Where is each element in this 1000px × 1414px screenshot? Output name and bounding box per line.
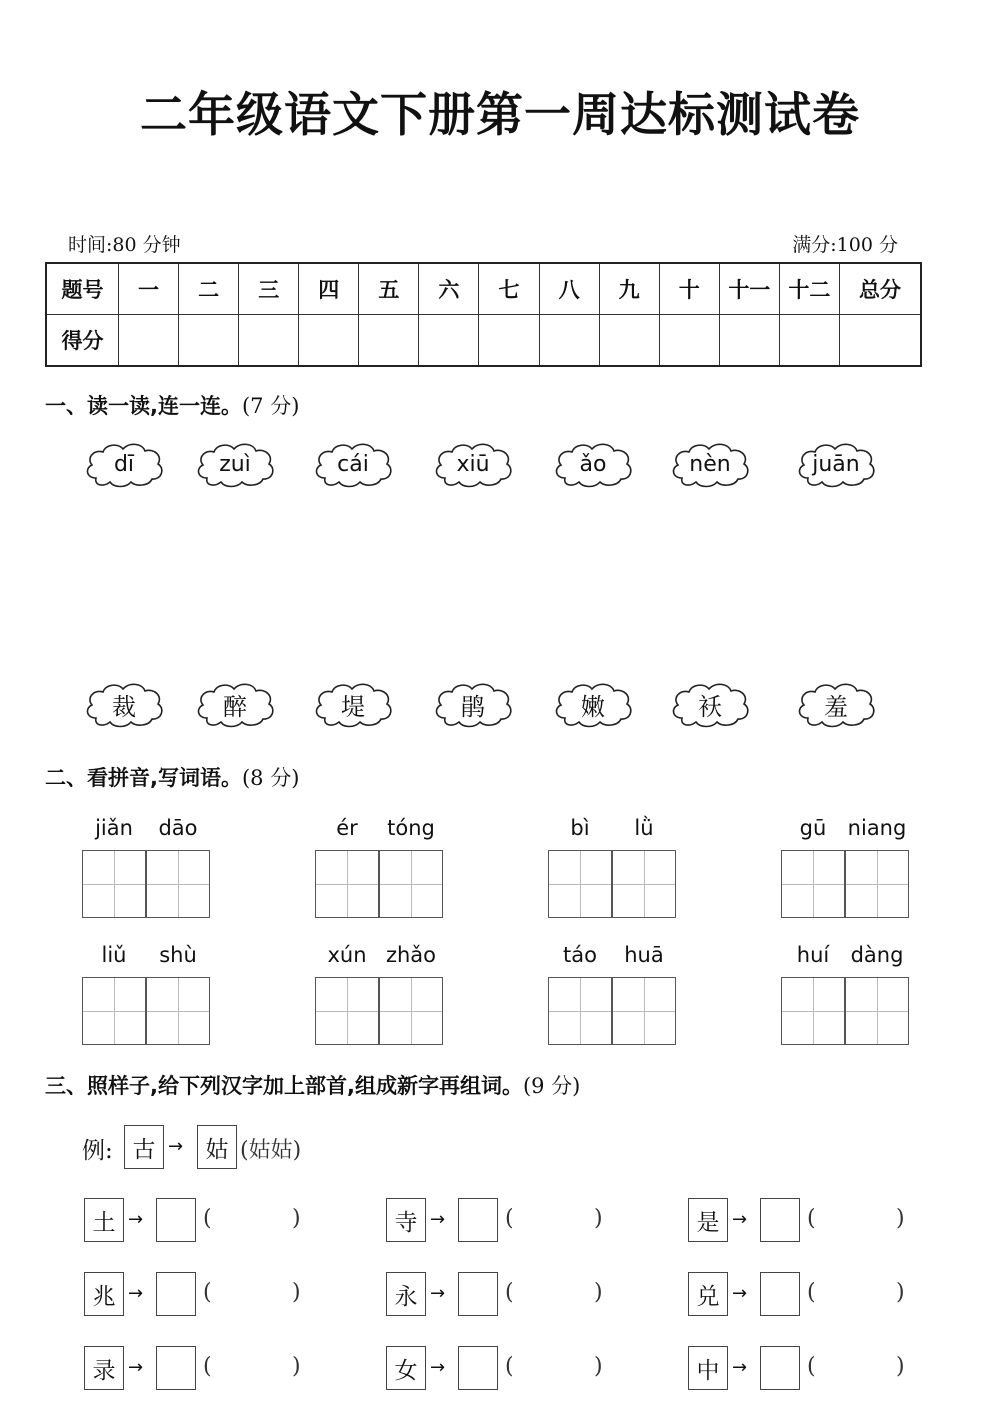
- new-char-answer-box[interactable]: [458, 1346, 498, 1390]
- answer-paren-open: (: [203, 1280, 212, 1305]
- score-table-col: 六: [419, 263, 479, 315]
- score-cell[interactable]: [779, 315, 839, 367]
- writing-grid-cell[interactable]: [146, 977, 210, 1045]
- pinyin-syllable: lǜ: [634, 816, 654, 840]
- pinyin-cloud-label: cái: [337, 451, 369, 477]
- pinyin-syllable: zhǎo: [385, 943, 437, 967]
- pinyin-syllable: dàng: [850, 943, 904, 967]
- arrow-icon: →: [732, 1283, 748, 1304]
- arrow-icon: →: [430, 1357, 446, 1378]
- section-1-heading: [45, 390, 299, 420]
- score-cell[interactable]: [599, 315, 659, 367]
- score-cell[interactable]: [840, 315, 922, 367]
- score-cell[interactable]: [119, 315, 179, 367]
- answer-paren-open: (: [203, 1206, 212, 1231]
- char-cloud-label: 袄: [698, 692, 722, 721]
- source-char-box: 土: [84, 1198, 124, 1242]
- new-char-answer-box[interactable]: [760, 1346, 800, 1390]
- score-table-col: 二: [179, 263, 239, 315]
- source-char-box: 永: [386, 1272, 426, 1316]
- new-char-answer-box[interactable]: [156, 1198, 196, 1242]
- char-cloud[interactable]: [193, 678, 277, 730]
- answer-paren-close: ): [594, 1206, 603, 1231]
- char-cloud[interactable]: [431, 678, 515, 730]
- word-answer-blank[interactable]: [822, 1278, 894, 1310]
- char-cloud-label: 嫩: [581, 692, 605, 721]
- new-char-answer-box[interactable]: [760, 1198, 800, 1242]
- word-answer-blank[interactable]: [520, 1204, 592, 1236]
- word-answer-blank[interactable]: [520, 1278, 592, 1310]
- section-1-points: (7 分): [241, 394, 300, 418]
- arrow-icon: →: [128, 1209, 144, 1230]
- score-cell[interactable]: [659, 315, 719, 367]
- pinyin-cloud-label: ǎo: [579, 451, 607, 477]
- score-table-col: 十一: [719, 263, 779, 315]
- source-char-box: 兑: [688, 1272, 728, 1316]
- pinyin-cloud[interactable]: [794, 438, 878, 490]
- example-label: 例:: [82, 1138, 113, 1164]
- pinyin-cloud[interactable]: [82, 438, 166, 490]
- section-2-heading: [45, 762, 299, 792]
- pinyin-cloud[interactable]: [431, 438, 515, 490]
- answer-paren-close: ): [896, 1206, 905, 1231]
- char-cloud[interactable]: [82, 678, 166, 730]
- section-2-points: (8 分): [241, 766, 300, 790]
- section-1-title: 一、读一读,连一连。: [45, 394, 242, 418]
- char-cloud[interactable]: [794, 678, 878, 730]
- exam-time: 时间:80 分钟: [68, 234, 181, 256]
- writing-grid-cell[interactable]: [781, 977, 845, 1045]
- score-cell[interactable]: [359, 315, 419, 367]
- score-table-header-row: [46, 263, 921, 315]
- section-3-points: (9 分): [522, 1074, 581, 1098]
- writing-grid-cell[interactable]: [315, 977, 379, 1045]
- arrow-icon: →: [128, 1283, 144, 1304]
- source-char-box: 是: [688, 1198, 728, 1242]
- score-cell[interactable]: [479, 315, 539, 367]
- new-char-answer-box[interactable]: [760, 1272, 800, 1316]
- score-cell[interactable]: [239, 315, 299, 367]
- writing-grid-cell[interactable]: [379, 977, 443, 1045]
- char-cloud[interactable]: [668, 678, 752, 730]
- writing-grid-cell[interactable]: [612, 850, 676, 918]
- word-group: [548, 943, 678, 1045]
- writing-grid-cell[interactable]: [82, 977, 146, 1045]
- answer-paren-open: (: [807, 1280, 816, 1305]
- pinyin-cloud-label: zuì: [219, 451, 251, 477]
- score-table: [45, 262, 922, 367]
- writing-grid-cell[interactable]: [315, 850, 379, 918]
- char-cloud-label: 鹃: [461, 692, 485, 721]
- score-table-col: 七: [479, 263, 539, 315]
- score-cell[interactable]: [299, 315, 359, 367]
- pinyin-syllable: tóng: [387, 816, 435, 840]
- answer-paren-open: (: [505, 1280, 514, 1305]
- score-table-score-row: [46, 315, 921, 367]
- writing-grid-cell[interactable]: [548, 977, 612, 1045]
- section-3-heading: [45, 1070, 580, 1100]
- char-cloud-label: 裁: [112, 692, 136, 721]
- pinyin-syllable: niang: [847, 816, 907, 840]
- answer-paren-open: (: [807, 1206, 816, 1231]
- answer-paren-close: ): [594, 1354, 603, 1379]
- pinyin-syllable: dāo: [158, 816, 198, 840]
- writing-grid-cell[interactable]: [548, 850, 612, 918]
- source-char-box: 兆: [84, 1272, 124, 1316]
- word-answer-blank[interactable]: [822, 1204, 894, 1236]
- pinyin-syllable: ér: [336, 816, 358, 840]
- source-char-box: 女: [386, 1346, 426, 1390]
- char-cloud-label: 羞: [824, 692, 848, 721]
- pinyin-cloud-label: dī: [113, 451, 135, 477]
- new-char-answer-box[interactable]: [458, 1198, 498, 1242]
- word-answer-blank[interactable]: [218, 1278, 290, 1310]
- writing-grid-cell[interactable]: [146, 850, 210, 918]
- word-group: [781, 943, 911, 1045]
- pinyin-syllable: xún: [327, 943, 367, 967]
- answer-paren-open: (: [807, 1354, 816, 1379]
- char-cloud-label: 醉: [223, 692, 247, 721]
- word-group: [315, 816, 445, 918]
- score-table-row-label: 题号: [46, 263, 119, 315]
- full-score: 满分:100 分: [792, 234, 898, 256]
- example-word: (姑姑): [240, 1138, 302, 1163]
- pinyin-cloud[interactable]: [668, 438, 752, 490]
- char-cloud[interactable]: [551, 678, 635, 730]
- answer-paren-open: (: [505, 1206, 514, 1231]
- word-group: [781, 816, 911, 918]
- example-new-char-box: 姑: [197, 1125, 237, 1169]
- score-table-col: 八: [539, 263, 599, 315]
- pinyin-cloud[interactable]: [193, 438, 277, 490]
- answer-paren-close: ): [896, 1354, 905, 1379]
- source-char-box: 中: [688, 1346, 728, 1390]
- writing-grid-cell[interactable]: [781, 850, 845, 918]
- pinyin-syllable: huā: [624, 943, 664, 967]
- score-table-total: 总分: [840, 263, 922, 315]
- char-cloud-label: 堤: [341, 692, 365, 721]
- pinyin-syllable: táo: [563, 943, 597, 967]
- pinyin-syllable: shù: [159, 943, 197, 967]
- section-2-title: 二、看拼音,写词语。: [45, 766, 242, 790]
- pinyin-cloud-label: nèn: [689, 451, 731, 477]
- score-table-col: 九: [599, 263, 659, 315]
- arrow-icon: →: [168, 1136, 184, 1157]
- pinyin-syllable: bì: [570, 816, 590, 840]
- answer-paren-open: (: [505, 1354, 514, 1379]
- source-char-box: 录: [84, 1346, 124, 1390]
- score-table-row-label: 得分: [46, 315, 119, 367]
- score-table-col: 三: [239, 263, 299, 315]
- pinyin-syllable: gū: [799, 816, 827, 840]
- new-char-answer-box[interactable]: [458, 1272, 498, 1316]
- arrow-icon: →: [732, 1209, 748, 1230]
- score-table-col: 十二: [779, 263, 839, 315]
- word-group: [82, 943, 212, 1045]
- answer-paren-close: ): [292, 1280, 301, 1305]
- score-cell[interactable]: [179, 315, 239, 367]
- answer-paren-open: (: [203, 1354, 212, 1379]
- pinyin-cloud[interactable]: [551, 438, 635, 490]
- word-answer-blank[interactable]: [822, 1352, 894, 1384]
- score-cell[interactable]: [539, 315, 599, 367]
- new-char-answer-box[interactable]: [156, 1346, 196, 1390]
- example-char-box: 古: [124, 1125, 164, 1169]
- score-table-col: 十: [659, 263, 719, 315]
- pinyin-cloud[interactable]: [311, 438, 395, 490]
- arrow-icon: →: [128, 1357, 144, 1378]
- word-answer-blank[interactable]: [218, 1352, 290, 1384]
- arrow-icon: →: [732, 1357, 748, 1378]
- new-char-answer-box[interactable]: [156, 1272, 196, 1316]
- word-group: [548, 816, 678, 918]
- arrow-icon: →: [430, 1209, 446, 1230]
- writing-grid-cell[interactable]: [612, 977, 676, 1045]
- answer-paren-close: ): [292, 1354, 301, 1379]
- pinyin-syllable: huí: [796, 943, 830, 967]
- word-group: [82, 816, 212, 918]
- source-char-box: 寺: [386, 1198, 426, 1242]
- writing-grid-cell[interactable]: [845, 850, 909, 918]
- word-answer-blank[interactable]: [520, 1352, 592, 1384]
- score-table-col: 一: [119, 263, 179, 315]
- section-3-title: 三、照样子,给下列汉字加上部首,组成新字再组词。: [45, 1074, 523, 1098]
- pinyin-cloud-label: juān: [812, 451, 860, 477]
- writing-grid-cell[interactable]: [379, 850, 443, 918]
- word-group: [315, 943, 445, 1045]
- pinyin-cloud-label: xiū: [456, 451, 490, 477]
- score-table-col: 五: [359, 263, 419, 315]
- score-table-col: 四: [299, 263, 359, 315]
- writing-grid-cell[interactable]: [845, 977, 909, 1045]
- score-cell[interactable]: [719, 315, 779, 367]
- answer-paren-close: ): [292, 1206, 301, 1231]
- word-answer-blank[interactable]: [218, 1204, 290, 1236]
- writing-grid-cell[interactable]: [82, 850, 146, 918]
- arrow-icon: →: [430, 1283, 446, 1304]
- score-cell[interactable]: [419, 315, 479, 367]
- char-cloud[interactable]: [311, 678, 395, 730]
- answer-paren-close: ): [896, 1280, 905, 1305]
- page-title: 二年级语文下册第一周达标测试卷: [140, 88, 860, 143]
- pinyin-syllable: liǔ: [101, 943, 127, 967]
- pinyin-syllable: jiǎn: [95, 816, 133, 840]
- answer-paren-close: ): [594, 1280, 603, 1305]
